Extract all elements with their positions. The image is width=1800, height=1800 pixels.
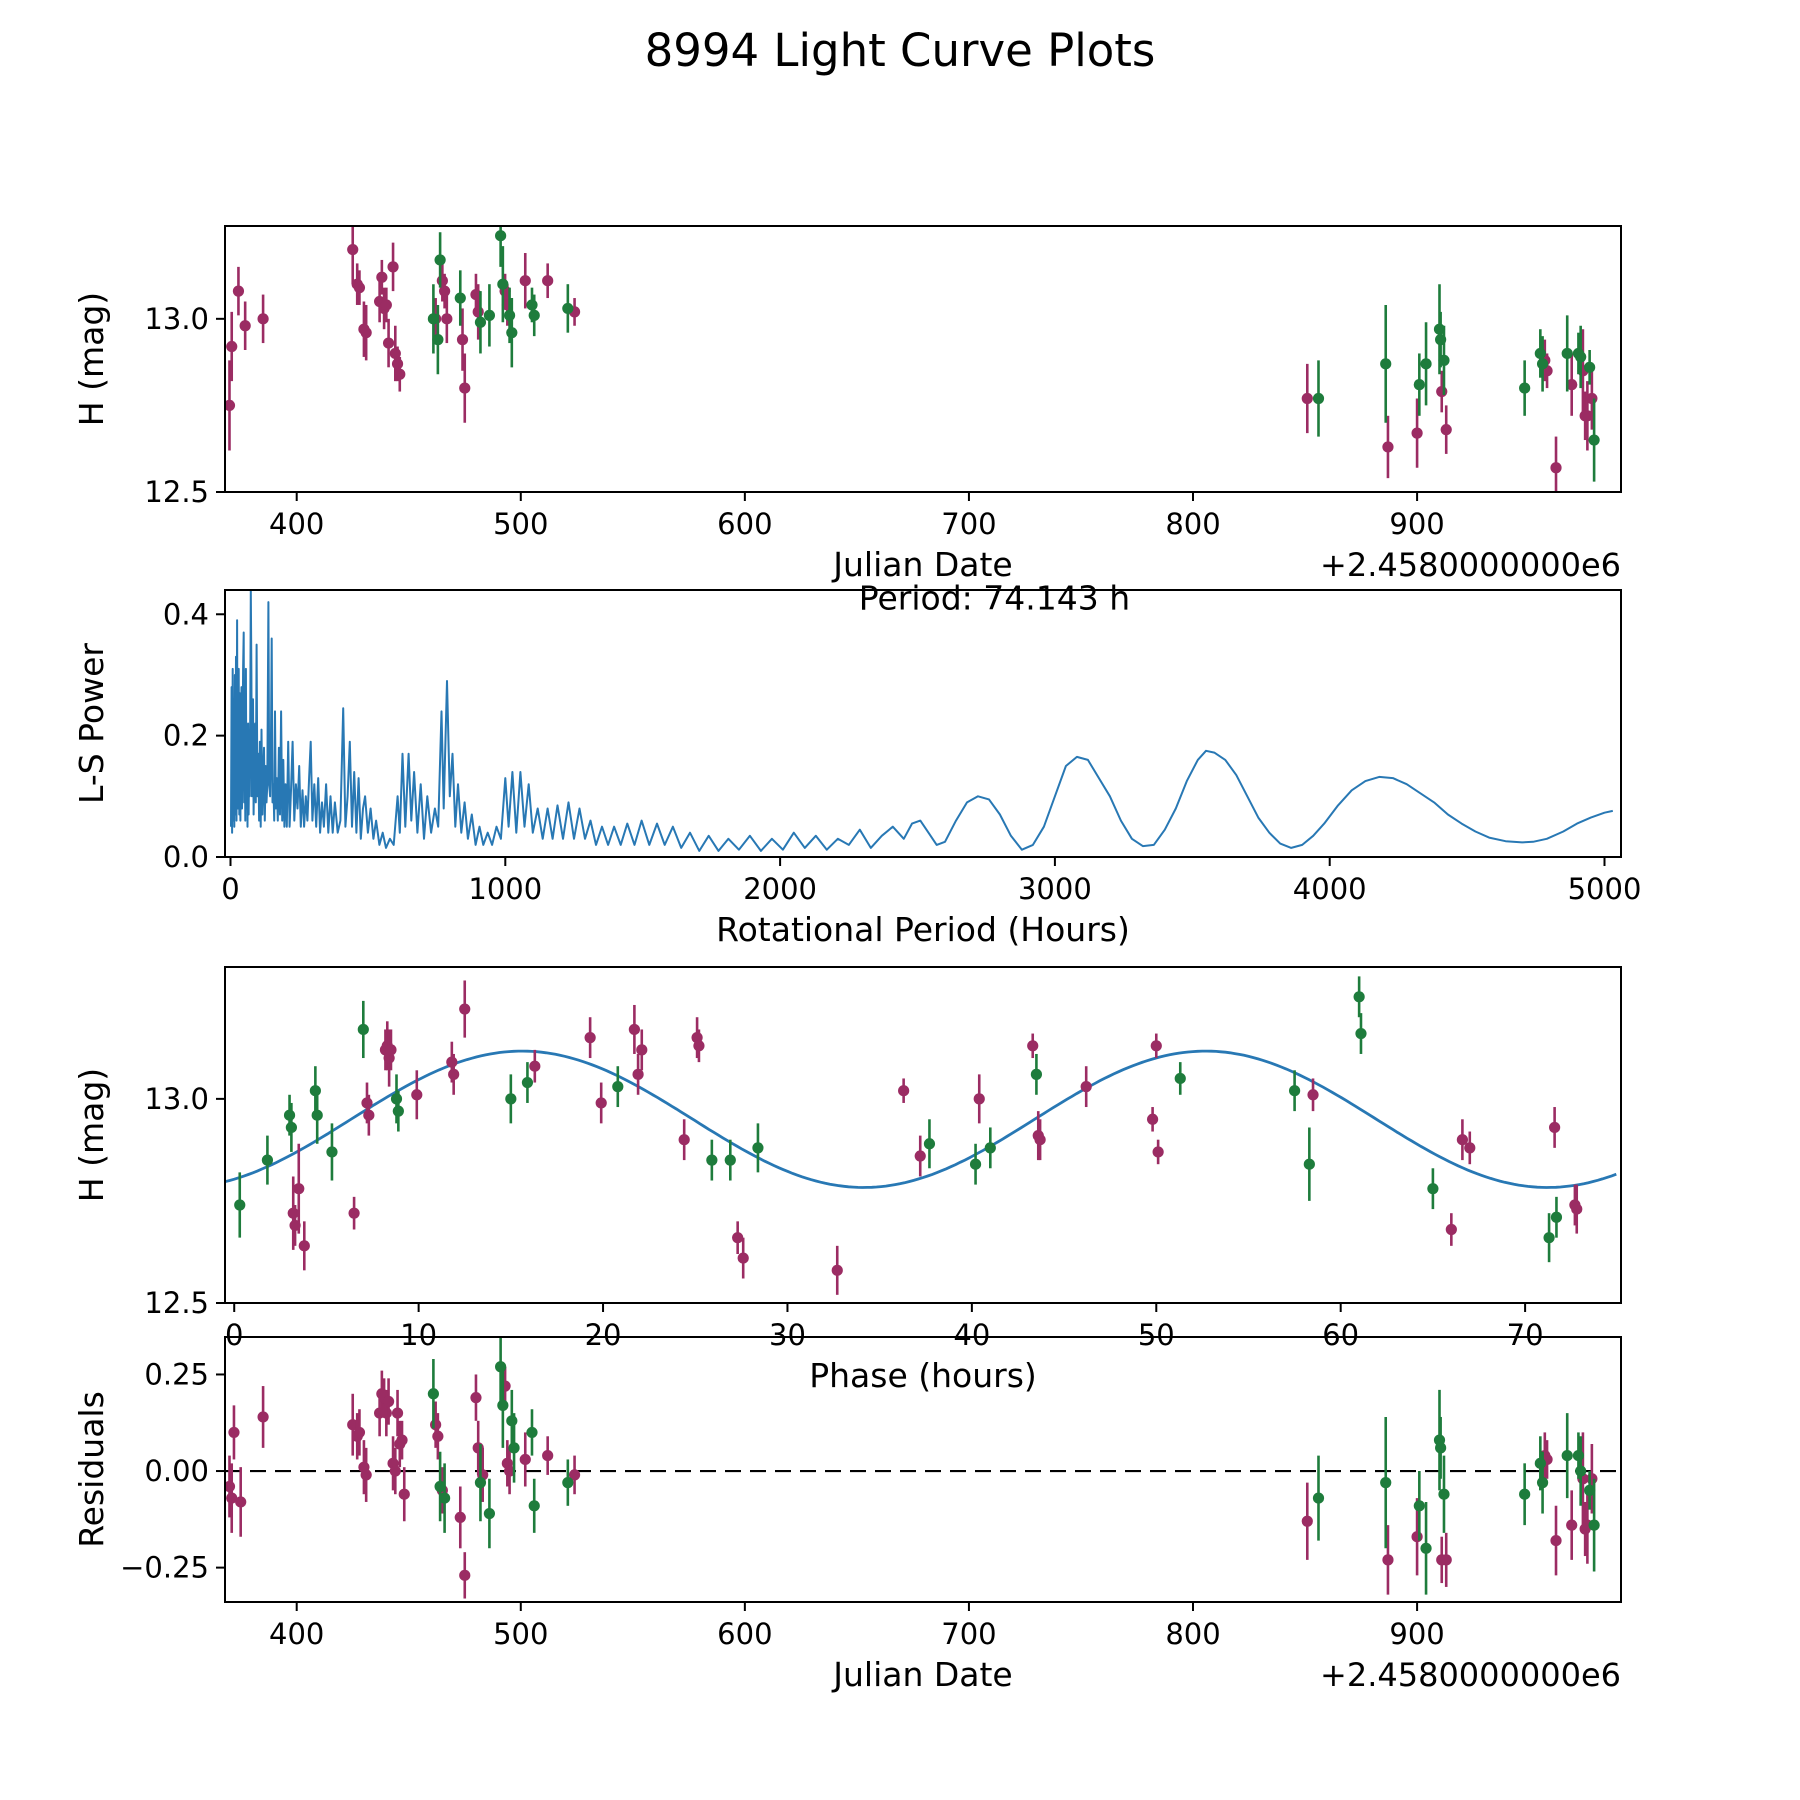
data-point	[432, 334, 443, 345]
data-point	[1302, 393, 1313, 404]
data-point	[585, 1032, 596, 1043]
data-point	[1436, 386, 1447, 397]
x-axis-offset-text: +2.4580000000e6	[1320, 1656, 1621, 1694]
data-point	[286, 1122, 297, 1133]
data-point	[411, 1089, 422, 1100]
data-point	[529, 1061, 540, 1072]
data-point	[399, 1489, 410, 1500]
plot-area-lightcurve	[224, 205, 1600, 499]
data-point	[473, 306, 484, 317]
data-point	[1175, 1073, 1186, 1084]
x-tick-label: 2000	[743, 872, 818, 906]
data-point	[1537, 358, 1548, 369]
data-point	[970, 1159, 981, 1170]
data-point	[1550, 462, 1561, 473]
subplot-phase-curve	[72, 967, 1621, 1395]
y-tick-label: 0.4	[162, 597, 209, 632]
data-point	[506, 327, 517, 338]
x-tick-label: 70	[1506, 1318, 1544, 1352]
data-point	[439, 1492, 450, 1503]
data-point	[484, 310, 495, 321]
data-point	[1035, 1134, 1046, 1145]
data-point	[629, 1024, 640, 1035]
data-point	[526, 299, 537, 310]
data-point	[1551, 1212, 1562, 1223]
data-point	[432, 1431, 443, 1442]
x-axis-label: Phase (hours)	[809, 1356, 1037, 1395]
data-point	[288, 1208, 299, 1219]
data-point	[1420, 1543, 1431, 1554]
data-point	[361, 327, 372, 338]
data-point	[915, 1150, 926, 1161]
data-point	[1589, 1520, 1600, 1531]
data-point	[448, 1069, 459, 1080]
data-point	[1446, 1224, 1457, 1235]
data-point	[632, 1069, 643, 1080]
data-point	[725, 1155, 736, 1166]
data-point	[1354, 991, 1365, 1002]
data-point	[430, 1419, 441, 1430]
data-point	[226, 341, 237, 352]
subplot-periodogram	[72, 578, 1641, 949]
y-tick-label: 12.5	[144, 475, 209, 509]
data-point	[1575, 1465, 1586, 1476]
data-point	[738, 1252, 749, 1263]
data-point	[1153, 1146, 1164, 1157]
data-point	[347, 244, 358, 255]
data-point	[1586, 1473, 1597, 1484]
data-point	[1355, 1028, 1366, 1039]
x-axis-label: Julian Date	[833, 1655, 1013, 1694]
data-point	[348, 1208, 359, 1219]
data-point	[497, 279, 508, 290]
data-point	[392, 358, 403, 369]
data-point	[234, 1199, 245, 1210]
data-point	[1438, 355, 1449, 366]
data-point	[459, 1003, 470, 1014]
data-point	[1441, 1554, 1452, 1565]
x-tick-label: 400	[269, 507, 325, 541]
data-point	[898, 1085, 909, 1096]
data-point	[495, 230, 506, 241]
data-point	[1414, 1500, 1425, 1511]
data-point	[240, 320, 251, 331]
data-point	[383, 337, 394, 348]
y-tick-label: 13.0	[144, 1081, 209, 1116]
data-point	[257, 1411, 268, 1422]
x-axis-offset-text: +2.4580000000e6	[1320, 546, 1621, 584]
data-point	[542, 275, 553, 286]
y-tick-label: −0.25	[120, 1550, 209, 1585]
data-point	[1147, 1114, 1158, 1125]
data-point	[394, 369, 405, 380]
y-axis-label: H (mag)	[72, 1067, 111, 1203]
data-point	[1575, 351, 1586, 362]
data-point	[562, 303, 573, 314]
data-point	[974, 1093, 985, 1104]
subplot-lightcurve	[72, 205, 1621, 584]
data-point	[1031, 1069, 1042, 1080]
data-point	[924, 1138, 935, 1149]
period-annotation: Period: 74.143 h	[858, 578, 1131, 618]
data-point	[470, 1392, 481, 1403]
x-tick-label: 30	[769, 1318, 806, 1352]
figure-title: 8994 Light Curve Plots	[644, 24, 1156, 77]
y-axis-label: L-S Power	[72, 643, 111, 804]
data-point	[504, 310, 515, 321]
plot-area-phase-curve	[225, 976, 1616, 1294]
series-green-filter	[234, 976, 1562, 1262]
series-magenta-filter	[288, 980, 1583, 1294]
x-tick-label: 700	[941, 1617, 997, 1651]
x-tick-label: 20	[584, 1318, 622, 1352]
data-point	[392, 1408, 403, 1419]
x-tick-label: 500	[493, 507, 549, 541]
data-point	[1304, 1159, 1315, 1170]
x-tick-label: 600	[717, 1617, 773, 1651]
data-point	[1435, 1442, 1446, 1453]
data-point	[1464, 1142, 1475, 1153]
x-tick-label: 0	[221, 872, 240, 906]
data-point	[562, 1477, 573, 1488]
data-point	[1535, 1458, 1546, 1469]
data-point	[529, 1500, 540, 1511]
data-point	[596, 1097, 607, 1108]
data-point	[752, 1142, 763, 1153]
data-point	[1151, 1040, 1162, 1051]
data-point	[1380, 358, 1391, 369]
data-point	[326, 1146, 337, 1157]
data-point	[457, 334, 468, 345]
data-point	[257, 313, 268, 324]
x-tick-label: 600	[717, 507, 773, 541]
data-point	[1571, 1203, 1582, 1214]
data-point	[235, 1496, 246, 1507]
data-point	[520, 275, 531, 286]
data-point	[354, 1427, 365, 1438]
data-point	[262, 1155, 273, 1166]
y-axis-label: H (mag)	[72, 291, 111, 427]
y-tick-label: 0.25	[144, 1357, 209, 1392]
data-point	[526, 1427, 537, 1438]
data-point	[312, 1110, 323, 1121]
data-point	[1302, 1516, 1313, 1527]
x-axis-label: Rotational Period (Hours)	[716, 910, 1130, 949]
data-point	[1414, 379, 1425, 390]
x-tick-label: 1000	[468, 872, 543, 906]
data-point	[1537, 1477, 1548, 1488]
x-tick-label: 800	[1165, 507, 1221, 541]
data-point	[385, 1044, 396, 1055]
data-point	[706, 1155, 717, 1166]
axes-frame	[225, 967, 1621, 1303]
data-point	[1535, 348, 1546, 359]
y-tick-label: 0.2	[162, 718, 209, 753]
y-tick-label: 13.0	[144, 301, 209, 336]
data-point	[475, 1477, 486, 1488]
data-point	[391, 1093, 402, 1104]
data-point	[508, 1442, 519, 1453]
data-point	[505, 1093, 516, 1104]
data-point	[1562, 348, 1573, 359]
data-point	[455, 292, 466, 303]
data-point	[233, 286, 244, 297]
data-point	[381, 1408, 392, 1419]
data-point	[1420, 358, 1431, 369]
data-point	[1519, 382, 1530, 393]
data-point	[1081, 1081, 1092, 1092]
data-point	[542, 1450, 553, 1461]
data-point	[435, 254, 446, 265]
x-tick-label: 60	[1322, 1318, 1360, 1352]
y-tick-label: 0.0	[162, 840, 209, 874]
data-point	[522, 1077, 533, 1088]
data-point	[1589, 434, 1600, 445]
data-point	[310, 1085, 321, 1096]
x-tick-label: 50	[1137, 1318, 1175, 1352]
data-point	[1411, 1531, 1422, 1542]
x-tick-label: 700	[941, 507, 997, 541]
data-point	[455, 1512, 466, 1523]
data-point	[437, 275, 448, 286]
series-magenta-filter	[224, 215, 1598, 499]
data-point	[1027, 1040, 1038, 1051]
data-point	[529, 310, 540, 321]
data-point	[1380, 1477, 1391, 1488]
series-green-filter	[428, 205, 1600, 482]
data-point	[293, 1183, 304, 1194]
x-tick-label: 900	[1389, 507, 1445, 541]
data-point	[363, 1110, 374, 1121]
data-point	[446, 1057, 457, 1068]
x-tick-label: 400	[269, 1617, 325, 1651]
plot-area-periodogram	[231, 590, 1613, 851]
data-point	[299, 1240, 310, 1251]
data-point	[1566, 1520, 1577, 1531]
data-point	[1289, 1085, 1300, 1096]
data-point	[985, 1142, 996, 1153]
data-point	[284, 1110, 295, 1121]
data-point	[358, 1024, 369, 1035]
data-point	[361, 1469, 372, 1480]
data-point	[228, 1427, 239, 1438]
data-point	[376, 272, 387, 283]
x-tick-label: 500	[493, 1617, 549, 1651]
x-tick-label: 3000	[1017, 872, 1092, 906]
data-point	[383, 1396, 394, 1407]
x-tick-label: 5000	[1567, 872, 1642, 906]
data-point	[520, 1454, 531, 1465]
data-point	[693, 1040, 704, 1051]
data-point	[612, 1081, 623, 1092]
data-point	[732, 1232, 743, 1243]
data-point	[636, 1044, 647, 1055]
data-point	[506, 1415, 517, 1426]
data-point	[1441, 424, 1452, 435]
y-tick-label: 12.5	[144, 1286, 209, 1320]
x-tick-label: 10	[400, 1318, 438, 1352]
data-point	[1562, 1450, 1573, 1461]
y-axis-label: Residuals	[72, 1391, 111, 1548]
x-tick-label: 40	[953, 1318, 991, 1352]
data-point	[459, 1570, 470, 1581]
data-point	[1438, 1489, 1449, 1500]
data-point	[1313, 1492, 1324, 1503]
x-axis-label: Julian Date	[833, 545, 1013, 584]
data-point	[1573, 1450, 1584, 1461]
data-point	[1543, 1232, 1554, 1243]
axes-frame	[225, 226, 1621, 492]
data-point	[381, 299, 392, 310]
data-point	[1411, 428, 1422, 439]
data-point	[1382, 441, 1393, 452]
data-point	[475, 317, 486, 328]
data-point	[459, 382, 470, 393]
periodogram-curve	[231, 590, 1613, 851]
data-point	[387, 261, 398, 272]
data-point	[1382, 1554, 1393, 1565]
data-point	[1549, 1122, 1560, 1133]
data-point	[1550, 1535, 1561, 1546]
data-point	[484, 1508, 495, 1519]
data-point	[832, 1265, 843, 1276]
data-point	[428, 1388, 439, 1399]
data-point	[441, 313, 452, 324]
data-point	[497, 1400, 508, 1411]
data-point	[393, 1106, 404, 1117]
x-tick-label: 4000	[1292, 872, 1367, 906]
data-point	[1519, 1489, 1530, 1500]
data-point	[1313, 393, 1324, 404]
data-point	[1307, 1089, 1318, 1100]
data-point	[361, 1097, 372, 1108]
data-point	[679, 1134, 690, 1145]
data-point	[396, 1435, 407, 1446]
y-tick-label: 0.00	[144, 1454, 209, 1489]
series-magenta-filter	[224, 1367, 1598, 1599]
x-tick-label: 900	[1389, 1617, 1445, 1651]
data-point	[354, 282, 365, 293]
x-tick-label: 800	[1165, 1617, 1221, 1651]
data-point	[495, 1361, 506, 1372]
data-point	[1427, 1183, 1438, 1194]
data-point	[1584, 362, 1595, 373]
x-tick-label: 0	[224, 1318, 244, 1352]
data-point	[1586, 393, 1597, 404]
